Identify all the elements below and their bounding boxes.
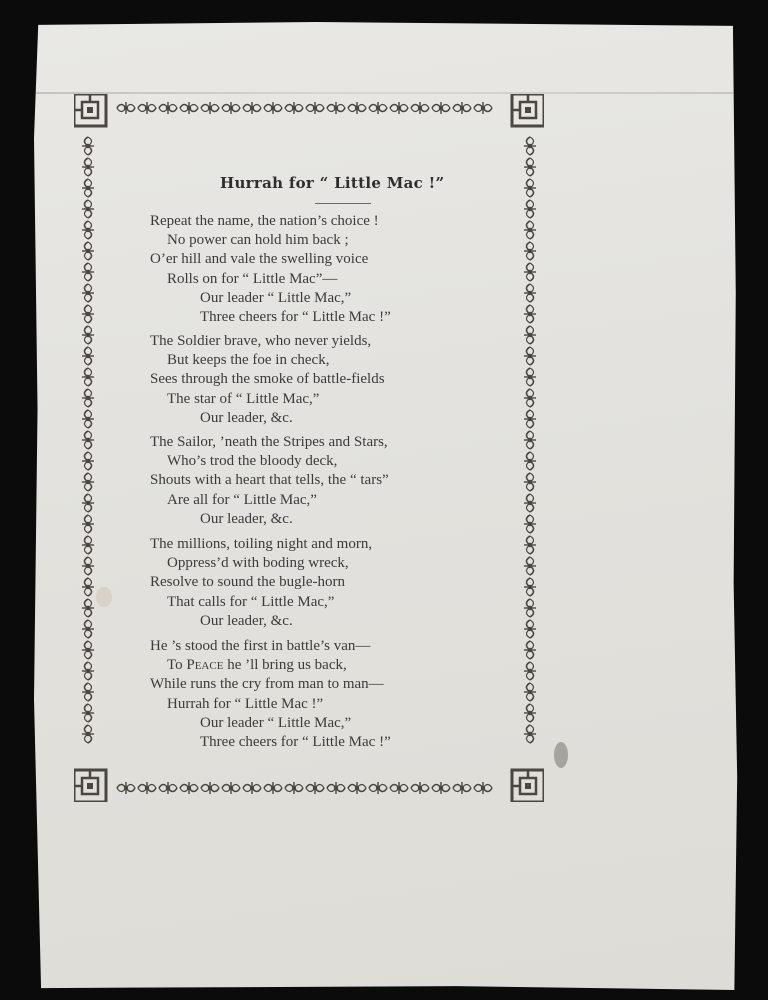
border-ornament <box>369 102 387 114</box>
poem-line: To Peace he ’ll bring us back, <box>167 657 347 674</box>
border-ornament <box>524 389 536 407</box>
border-ornament <box>348 102 366 114</box>
border-ornament <box>524 137 536 155</box>
poem-line: Our leader “ Little Mac,” <box>200 714 352 731</box>
poem-line: O’er hill and vale the swelling voice <box>150 251 369 268</box>
corner-fret-ornament <box>74 770 106 802</box>
border-ornament <box>327 102 345 114</box>
border-ornament <box>82 263 94 281</box>
border-ornament <box>524 158 536 176</box>
border-ornament <box>524 641 536 659</box>
poem-line: The Soldier brave, who never yields, <box>150 333 372 349</box>
poem-line: While runs the cry from man to man— <box>150 676 384 693</box>
poem-line: Sees through the smoke of battle-fields <box>150 371 385 388</box>
border-ornament <box>411 102 429 114</box>
poem-line: Resolve to sound the bugle-horn <box>150 574 345 591</box>
stanza-3 <box>150 433 490 529</box>
poem-line: No power can hold him back ; <box>167 232 349 249</box>
border-ornament <box>348 782 366 794</box>
border-ornament <box>159 782 177 794</box>
border-bottom-row <box>117 782 492 794</box>
border-ornament <box>524 368 536 386</box>
border-ornament <box>159 102 177 114</box>
border-ornament <box>82 473 94 491</box>
border-ornament <box>82 620 94 638</box>
border-ornament <box>524 200 536 218</box>
poem-line: Rolls on for “ Little Mac”— <box>167 270 338 287</box>
corner-fret-ornament <box>512 770 544 802</box>
poem-line: But keeps the foe in check, <box>167 352 330 369</box>
border-ornament <box>117 102 135 114</box>
poem-line: Our leader “ Little Mac,” <box>200 289 352 306</box>
border-ornament <box>453 782 471 794</box>
border-ornament <box>524 704 536 722</box>
border-ornament <box>453 102 471 114</box>
poem-title: Hurrah for “ Little Mac !” <box>220 174 445 192</box>
border-ornament <box>82 515 94 533</box>
border-ornament <box>524 263 536 281</box>
border-ornament <box>524 494 536 512</box>
border-ornament <box>138 102 156 114</box>
border-ornament <box>82 158 94 176</box>
border-ornament <box>82 368 94 386</box>
border-left-column <box>82 137 94 743</box>
border-ornament <box>524 620 536 638</box>
border-ornament <box>82 326 94 344</box>
border-ornament <box>82 452 94 470</box>
border-ornament <box>474 782 492 794</box>
border-ornament <box>285 102 303 114</box>
corner-fret-ornament <box>74 94 106 126</box>
border-ornament <box>524 599 536 617</box>
border-ornament <box>432 102 450 114</box>
paper-stain <box>554 742 568 768</box>
border-ornament <box>306 102 324 114</box>
poem-line: Hurrah for “ Little Mac !” <box>167 695 324 712</box>
title-rule <box>315 203 371 204</box>
border-ornament <box>82 557 94 575</box>
stanza-5 <box>150 637 490 752</box>
border-ornament <box>82 410 94 428</box>
border-ornament <box>82 578 94 596</box>
border-ornament <box>82 137 94 155</box>
border-ornament <box>138 782 156 794</box>
border-ornament <box>82 536 94 554</box>
border-ornament <box>524 410 536 428</box>
border-ornament <box>180 102 198 114</box>
border-ornament <box>82 494 94 512</box>
border-ornament <box>82 725 94 743</box>
border-ornament <box>524 452 536 470</box>
border-ornament <box>524 305 536 323</box>
poem-line: Shouts with a heart that tells, the “ tars” <box>150 472 389 489</box>
border-right-column <box>524 137 536 743</box>
border-ornament <box>474 102 492 114</box>
border-ornament <box>432 782 450 794</box>
border-ornament <box>82 662 94 680</box>
poem-line: Our leader, &c. <box>200 612 293 629</box>
border-ornament <box>285 782 303 794</box>
border-ornament <box>82 284 94 302</box>
poem-line: Three cheers for “ Little Mac !” <box>200 734 391 751</box>
border-ornament <box>524 536 536 554</box>
border-ornament <box>524 662 536 680</box>
border-ornament <box>264 782 282 794</box>
border-ornament <box>82 431 94 449</box>
poem-line: Are all for “ Little Mac,” <box>167 491 317 508</box>
border-ornament <box>82 200 94 218</box>
poem-line: He ’s stood the first in battle’s van— <box>150 638 371 654</box>
border-ornament <box>264 102 282 114</box>
poem-line: The millions, toiling night and morn, <box>150 536 373 552</box>
border-ornament <box>524 683 536 701</box>
border-ornament <box>117 782 135 794</box>
stanza-1 <box>150 212 490 327</box>
border-ornament <box>82 221 94 239</box>
poem-line: The Sailor, ’neath the Stripes and Stars, <box>150 434 388 450</box>
border-ornament <box>411 782 429 794</box>
border-ornament <box>524 326 536 344</box>
border-ornament <box>180 782 198 794</box>
border-ornament <box>82 599 94 617</box>
border-ornament <box>222 102 240 114</box>
stanza-2 <box>150 332 490 428</box>
border-ornament <box>82 179 94 197</box>
border-ornament <box>82 683 94 701</box>
border-ornament <box>524 725 536 743</box>
poem-line: That calls for “ Little Mac,” <box>167 593 335 610</box>
border-ornament <box>524 221 536 239</box>
poem-line: Repeat the name, the nation’s choice ! <box>150 213 379 229</box>
border-ornament <box>201 782 219 794</box>
border-ornament <box>243 102 261 114</box>
border-ornament <box>306 782 324 794</box>
poem-line: Our leader, &c. <box>200 409 293 426</box>
border-ornament <box>524 578 536 596</box>
border-ornament <box>222 782 240 794</box>
poem-line: Oppress’d with boding wreck, <box>167 555 349 572</box>
border-ornament <box>82 347 94 365</box>
border-ornament <box>390 782 408 794</box>
border-ornament <box>524 557 536 575</box>
border-ornament <box>524 284 536 302</box>
poem-line: Our leader, &c. <box>200 510 293 527</box>
border-ornament <box>524 179 536 197</box>
poem-line: Three cheers for “ Little Mac !” <box>200 309 391 326</box>
border-ornament <box>82 704 94 722</box>
border-ornament <box>369 782 387 794</box>
border-top-row <box>117 102 492 114</box>
border-ornament <box>82 389 94 407</box>
border-ornament <box>243 782 261 794</box>
border-ornament <box>524 473 536 491</box>
stanza-4 <box>150 535 490 631</box>
poem-line: Who’s trod the bloody deck, <box>167 453 338 470</box>
corner-fret-ornament <box>512 94 544 126</box>
border-ornament <box>390 102 408 114</box>
border-ornament <box>82 641 94 659</box>
border-ornament <box>524 431 536 449</box>
border-ornament <box>327 782 345 794</box>
border-ornament <box>201 102 219 114</box>
border-ornament <box>524 515 536 533</box>
border-ornament <box>82 242 94 260</box>
poem-line: The star of “ Little Mac,” <box>167 390 320 407</box>
border-ornament <box>524 242 536 260</box>
border-ornament <box>82 305 94 323</box>
border-ornament <box>524 347 536 365</box>
